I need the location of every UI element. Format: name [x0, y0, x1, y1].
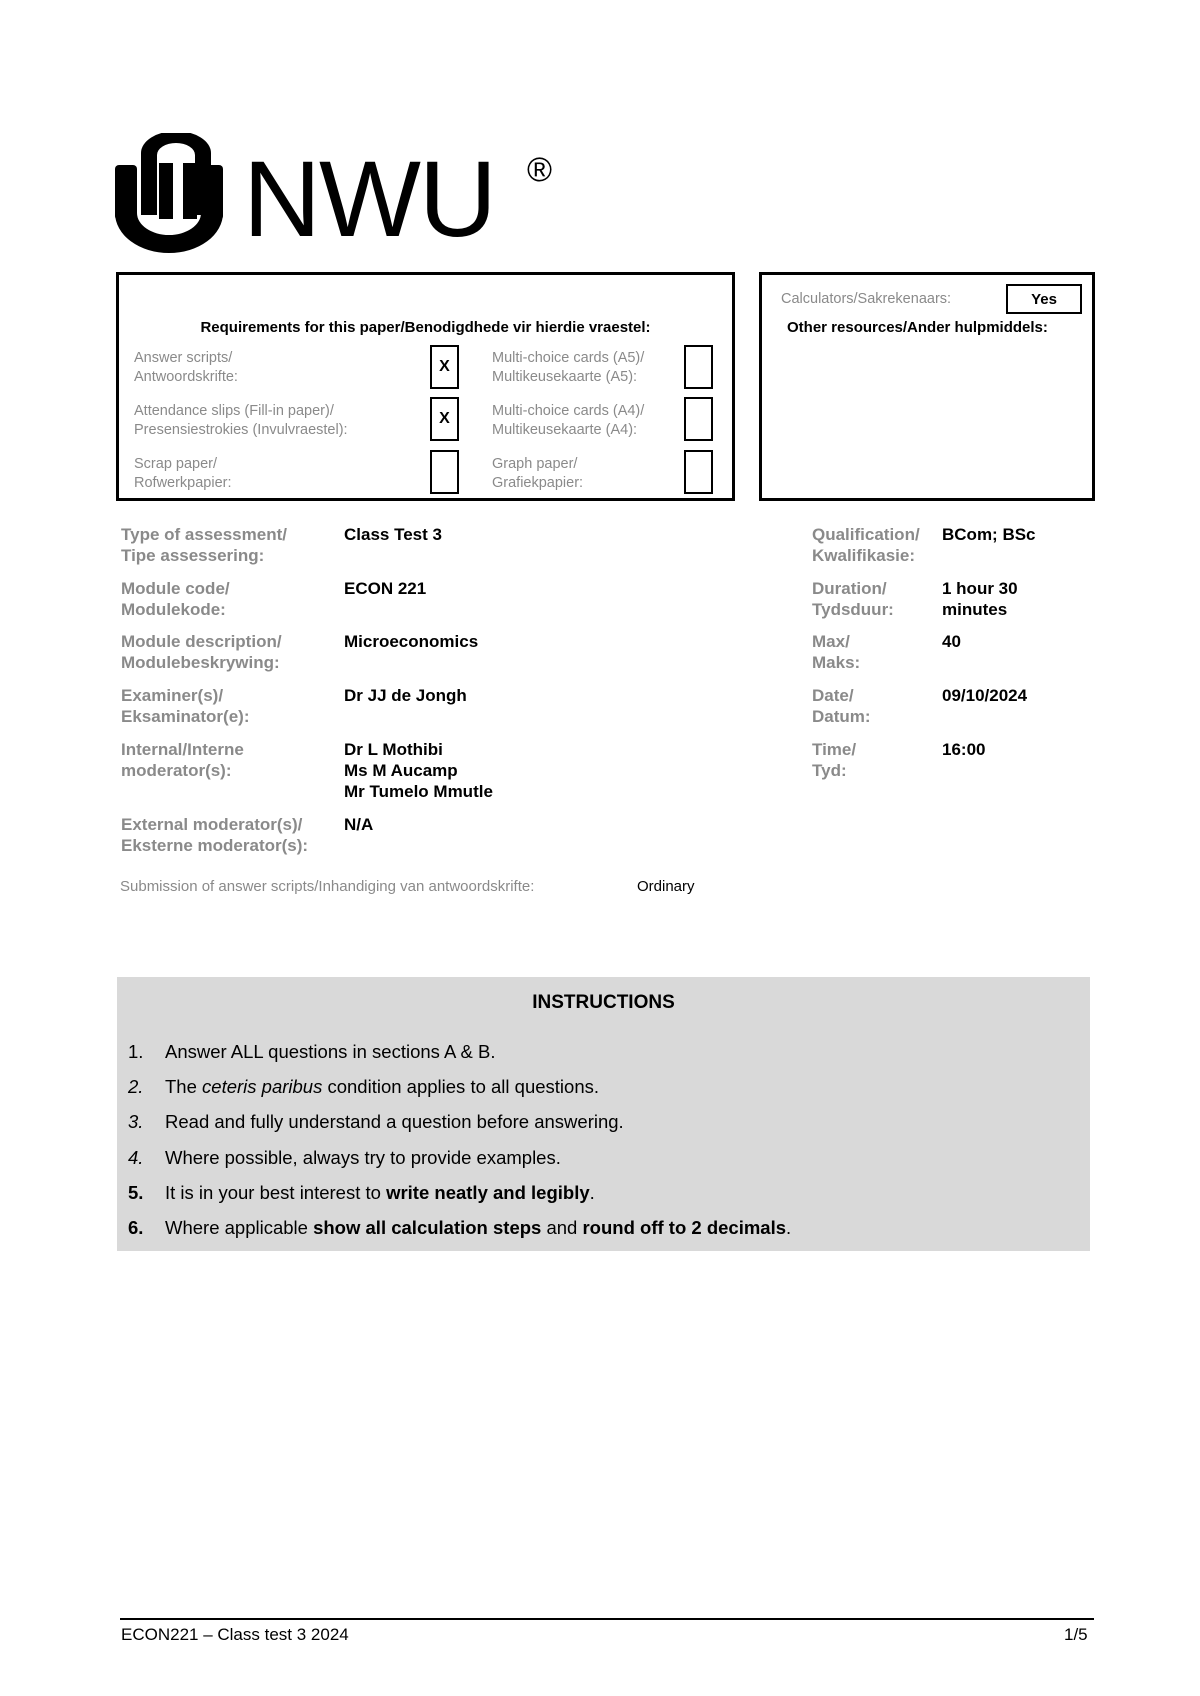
page-number: 1/5: [1064, 1625, 1088, 1644]
submission-label: Submission of answer scripts/Inhandiging van antwoordskrifte:: [120, 878, 535, 895]
instruction-text-segment: The: [165, 1076, 203, 1097]
calculators-value: Yes: [1006, 284, 1082, 314]
instruction-text-segment: It is in your best interest to: [165, 1182, 387, 1203]
logo-text: NWU: [243, 138, 495, 253]
info-value-type: Class Test 3: [344, 525, 442, 544]
instruction-number: 5.: [128, 1182, 144, 1203]
info-value-date: 09/10/2024: [942, 686, 1028, 705]
info-value-max: 40: [942, 632, 961, 651]
instruction-text-segment: round off to 2 decimals: [582, 1217, 787, 1238]
req-checkbox-attendance-slips[interactable]: X: [430, 397, 459, 441]
req-checkbox-mc-a5[interactable]: [684, 345, 713, 389]
instruction-text: [165, 1182, 595, 1204]
instruction-number: 6.: [128, 1217, 144, 1238]
instructions-title: INSTRUCTIONS: [532, 992, 675, 1013]
info-value-external-moderators: N/A: [344, 815, 374, 834]
req-checkbox-graph-paper[interactable]: [684, 450, 713, 494]
req-label-attendance-slips: Attendance slips (Fill-in paper)/ Presensiestrokies (Invulvraestel):: [134, 403, 348, 438]
instruction-number: 2.: [128, 1076, 144, 1097]
info-label-type: Type of assessment/ Tipe assessering:: [121, 525, 287, 565]
instruction-number: 1.: [128, 1041, 144, 1062]
instruction-number: 3.: [128, 1111, 144, 1132]
info-label-external-moderators: External moderator(s)/ Eksterne moderator(s):: [121, 815, 309, 855]
nwu-emblem-icon: [113, 133, 247, 253]
calculators-box: [759, 272, 1095, 501]
req-label-mc-a4: Multi-choice cards (A4)/ Multikeusekaarte (A4):: [492, 403, 645, 438]
submission-value: Ordinary: [637, 878, 695, 895]
instruction-text-segment: and: [541, 1217, 583, 1238]
req-label-answer-scripts: Answer scripts/ Antwoordskrifte:: [134, 350, 238, 385]
req-checkbox-answer-scripts[interactable]: X: [430, 345, 459, 389]
req-label-scrap-paper: Scrap paper/ Rofwerkpapier:: [134, 456, 232, 491]
instruction-text-segment: ceteris paribus: [202, 1076, 323, 1097]
instruction-text-segment: .: [786, 1217, 792, 1238]
req-label-mc-a5: Multi-choice cards (A5)/ Multikeusekaarte (A5):: [492, 350, 645, 385]
requirements-title: Requirements for this paper/Benodigdhede vir hierdie vraestel:: [200, 319, 651, 336]
calculators-label: Calculators/Sakrekenaars:: [781, 291, 952, 307]
info-label-module-description: Module description/ Modulebeskrywing:: [121, 632, 282, 672]
info-label-max: Max/ Maks:: [812, 632, 861, 672]
info-label-date: Date/ Datum:: [812, 686, 871, 726]
req-checkbox-mc-a4[interactable]: [684, 397, 713, 441]
requirements-box: [116, 272, 735, 501]
instruction-text-segment: Where applicable: [165, 1217, 314, 1238]
registered-mark: ®: [527, 151, 553, 189]
info-label-internal-moderators: Internal/Interne moderator(s):: [121, 740, 244, 780]
instruction-text-segment: .: [589, 1182, 595, 1203]
info-label-module-code: Module code/ Modulekode:: [121, 579, 230, 619]
instruction-text-segment: Where possible, always try to provide examples.: [165, 1147, 561, 1168]
instruction-text-segment: show all calculation steps: [313, 1217, 542, 1238]
instruction-text-segment: write neatly and legibly: [386, 1182, 590, 1203]
info-value-internal-moderators: Dr L Mothibi Ms M Aucamp Mr Tumelo Mmutle: [344, 740, 493, 801]
info-value-duration: 1 hour 30 minutes: [942, 579, 1018, 619]
req-label-graph-paper: Graph paper/ Grafiekpapier:: [492, 456, 584, 491]
info-label-time: Time/ Tyd:: [812, 740, 857, 780]
footer-title: ECON221 – Class test 3 2024: [121, 1625, 349, 1644]
instructions-box: [117, 977, 1090, 1251]
nwu-logo: [113, 133, 573, 253]
footer-divider: [120, 1618, 1094, 1620]
instruction-text: [165, 1147, 561, 1169]
instruction-text: [165, 1111, 624, 1133]
instruction-text: [165, 1076, 599, 1098]
req-checkbox-scrap-paper[interactable]: [430, 450, 459, 494]
info-label-qualification: Qualification/ Kwalifikasie:: [812, 525, 920, 565]
info-label-examiners: Examiner(s)/ Eksaminator(e):: [121, 686, 250, 726]
instruction-text: [165, 1041, 495, 1063]
info-value-time: 16:00: [942, 740, 986, 759]
info-value-module-code: ECON 221: [344, 579, 427, 598]
instruction-text-segment: condition applies to all questions.: [322, 1076, 599, 1097]
info-value-module-description: Microeconomics: [344, 632, 479, 651]
info-value-examiners: Dr JJ de Jongh: [344, 686, 467, 705]
other-resources-label: Other resources/Ander hulpmiddels:: [787, 319, 1048, 336]
instruction-text-segment: Read and fully understand a question before answering.: [165, 1111, 624, 1132]
info-value-qualification: BCom; BSc: [942, 525, 1036, 544]
instruction-text: [165, 1217, 791, 1239]
instruction-text-segment: Answer ALL questions in sections A & B.: [165, 1041, 496, 1062]
info-label-duration: Duration/ Tydsduur:: [812, 579, 894, 619]
instruction-number: 4.: [128, 1147, 144, 1168]
